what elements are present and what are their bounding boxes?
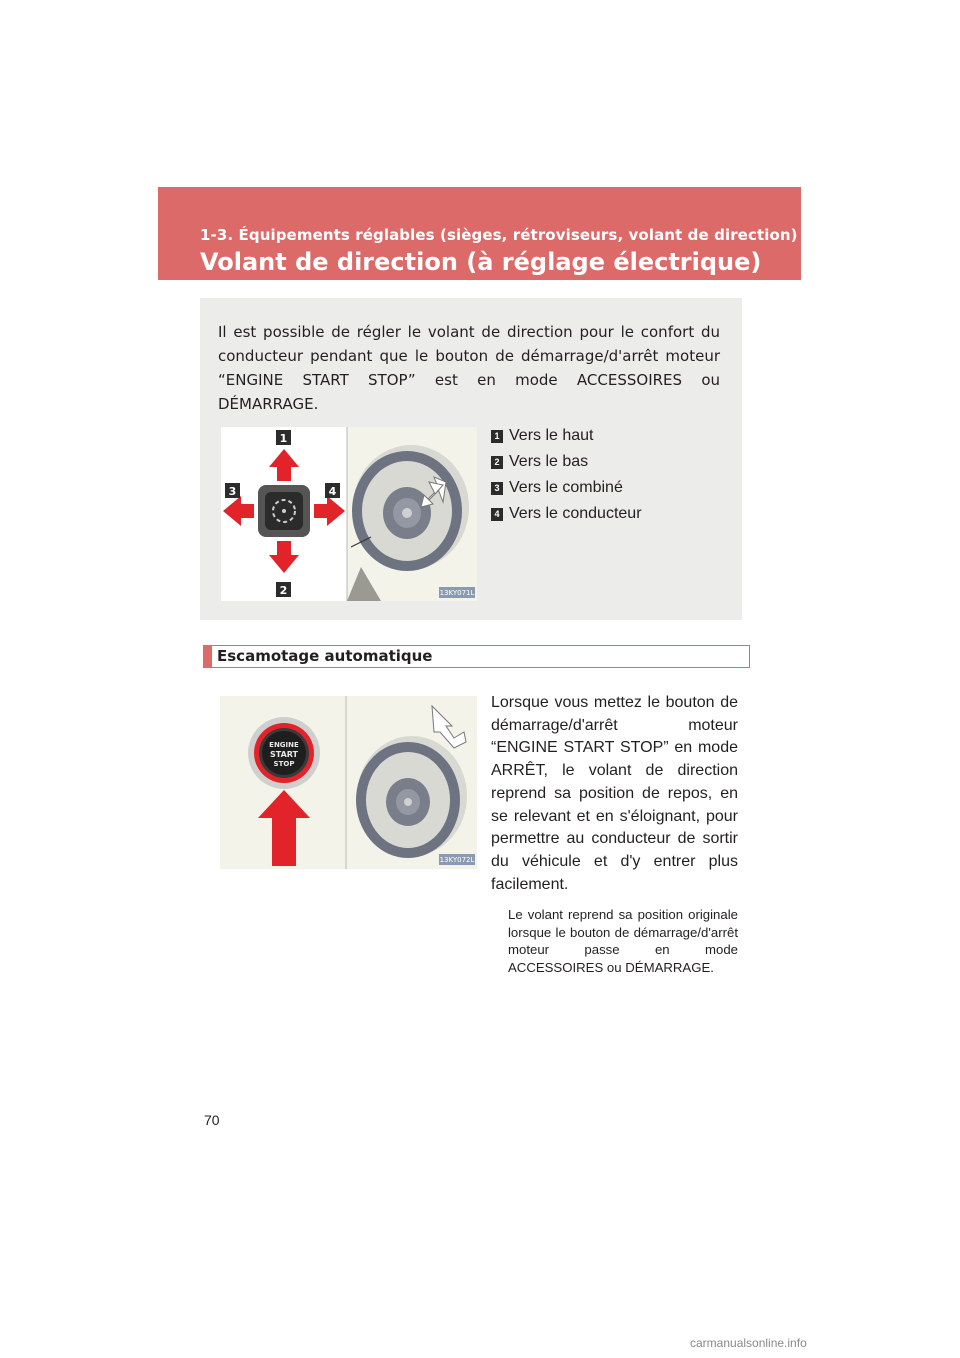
subsection-heading: Escamotage automatique [217, 647, 433, 665]
legend-number-1: 1 [491, 430, 503, 443]
legend-item-down [491, 449, 731, 475]
legend-item-instrument-panel [491, 475, 731, 501]
figure2-code: 13KY072L [439, 856, 475, 864]
svg-text:1: 1 [279, 432, 288, 445]
watermark: carmanualsonline.info [690, 1336, 807, 1350]
button-label-start: START [269, 750, 299, 759]
page-title: Volant de direction (à réglage électrique) [200, 248, 762, 276]
section-path: 1-3. Équipements réglables (sièges, rétroviseurs, volant de direction) [200, 226, 798, 244]
svg-text:2: 2 [279, 584, 288, 597]
body-paragraph: Lorsque vous mettez le bouton de démarrage/d'arrêt moteur “ENGINE START STOP” en mode ARRÊT, le volant de direction reprend sa position de repos, en se relevant et en s'éloignant, pour permettre au conducteur de sortir du véhicule et d'y entrer plus facilement. [491, 694, 738, 893]
svg-text:3: 3 [228, 485, 237, 498]
legend-number-3: 3 [491, 482, 503, 495]
auto-away-figure [220, 696, 477, 869]
legend-label-instrument-panel: Vers le combiné [509, 479, 623, 496]
direction-legend [491, 423, 731, 527]
legend-item-driver [491, 501, 731, 527]
legend-label-driver: Vers le conducteur [509, 505, 642, 522]
intro-text: Il est possible de régler le volant de direction pour le confort du conducteur pendant que le bouton de démarrage/d'arrêt moteur “ENGINE START STOP” est en mode ACCESSOIRES ou DÉMARRAGE. [218, 323, 720, 413]
legend-number-2: 2 [491, 456, 503, 469]
legend-label-down: Vers le bas [509, 453, 589, 470]
button-label-engine: ENGINE [269, 741, 299, 749]
steering-adjust-figure [221, 427, 477, 601]
note-paragraph: Le volant reprend sa position originale lorsque le bouton de démarrage/d'arrêt moteur passe en mode ACCESSOIRES ou DÉMARRAGE. [508, 907, 738, 975]
svg-text:4: 4 [328, 485, 337, 498]
button-label-stop: STOP [273, 760, 295, 768]
page-number: 70 [204, 1112, 220, 1128]
legend-label-up: Vers le haut [509, 427, 594, 444]
figure1-code: 13KY071L [439, 589, 475, 597]
legend-number-4: 4 [491, 508, 503, 521]
legend-item-up [491, 423, 731, 449]
